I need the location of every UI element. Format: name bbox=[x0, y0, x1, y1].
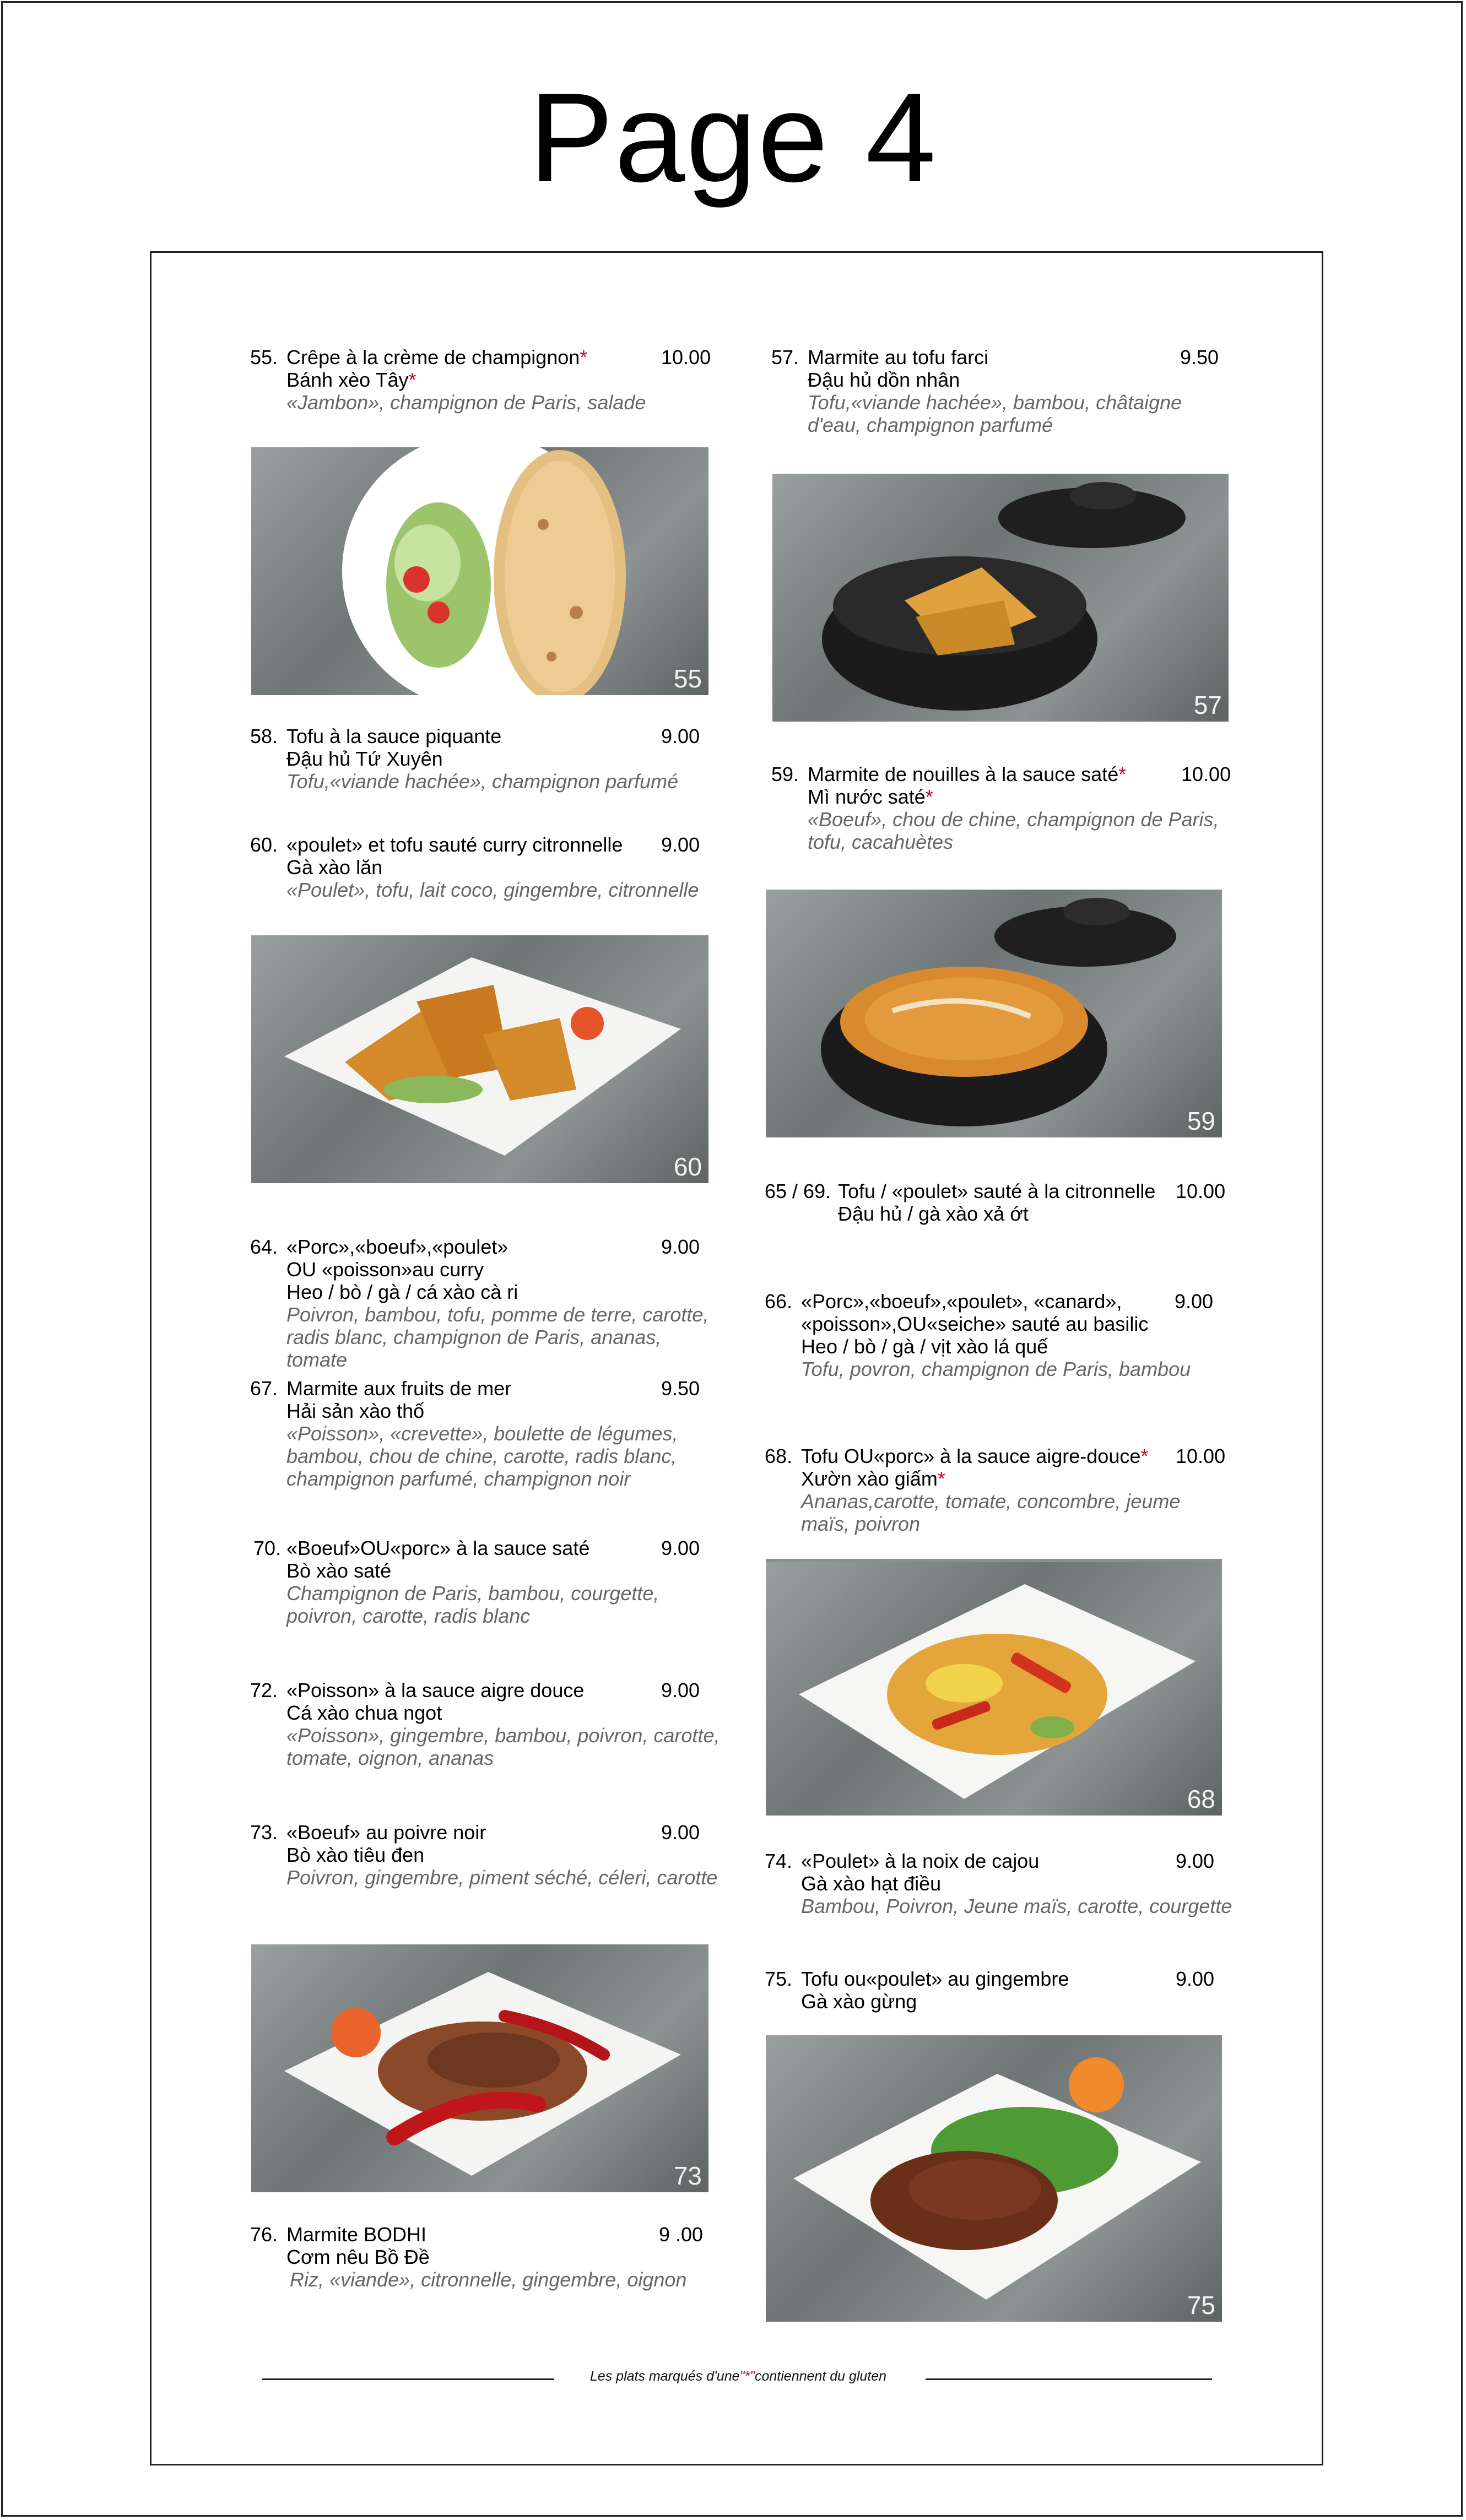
gluten-star: * bbox=[408, 368, 416, 391]
item-name: Tofu / «poulet» sauté à la citronnelle bbox=[838, 1180, 1156, 1202]
item-name: «Boeuf»OU«porc» à la sauce saté bbox=[286, 1537, 590, 1559]
photo-number: 55 bbox=[673, 664, 702, 693]
item-price: 9.00 bbox=[661, 1537, 700, 1559]
item-vietnamese-name: Bò xào saté bbox=[286, 1559, 392, 1582]
item-name: «Porc»,«boeuf»,«poulet», «canard», bbox=[801, 1290, 1122, 1313]
item-name: «Porc»,«boeuf»,«poulet» bbox=[286, 1235, 508, 1258]
item-name: Marmite au tofu farci bbox=[808, 346, 989, 368]
item-vietnamese-name: Hải sản xào thố bbox=[286, 1400, 425, 1422]
item-description: «Poulet», tofu, lait coco, gingembre, citronnelle bbox=[286, 879, 699, 901]
dish-photo-75 bbox=[766, 2035, 1222, 2322]
item-vietnamese-name: Xườn xào giấm* bbox=[801, 1467, 945, 1490]
item-vietnamese-name: Đậu hủ Tứ Xuyên bbox=[286, 747, 443, 770]
item-price: 9.00 bbox=[661, 725, 700, 747]
item-number: 73. bbox=[250, 1821, 278, 1844]
item-number: 64. bbox=[250, 1235, 278, 1258]
item-price: 9.00 bbox=[1176, 1968, 1215, 1990]
item-price: 10.00 bbox=[1181, 763, 1231, 785]
item-vietnamese-name: Cá xào chua ngot bbox=[286, 1701, 442, 1724]
item-price: 10.00 bbox=[661, 346, 711, 368]
item-name: «Boeuf» au poivre noir bbox=[286, 1821, 486, 1844]
item-price: 9.00 bbox=[1176, 1850, 1215, 1872]
item-number: 65 / 69. bbox=[765, 1180, 831, 1202]
item-description: Poivron, bambou, tofu, pomme de terre, carotte, radis blanc, champignon de Paris, ananas, tomate bbox=[286, 1303, 709, 1371]
item-number: 68. bbox=[765, 1445, 793, 1467]
dish-photo-59 bbox=[766, 890, 1222, 1137]
item-name: Tofu ou«poulet» au gingembre bbox=[801, 1968, 1069, 1990]
photo-number: 60 bbox=[673, 1152, 702, 1181]
tofu-plate-illustration bbox=[251, 935, 708, 1183]
item-description: «Poisson», gingembre, bambou, poivron, carotte, tomate, oignon, ananas bbox=[286, 1724, 720, 1769]
photo-number: 68 bbox=[1187, 1785, 1215, 1813]
item-price: 9.00 bbox=[661, 833, 700, 856]
page-title: Page 4 bbox=[529, 67, 937, 208]
item-number: 67. bbox=[250, 1377, 278, 1400]
footer-rule-left bbox=[262, 2378, 554, 2380]
dish-photo-55 bbox=[251, 447, 708, 695]
item-price: 9.00 bbox=[1175, 1290, 1214, 1313]
gluten-star: * bbox=[1118, 763, 1127, 785]
item-vietnamese-name: Bò xào tiêu đen bbox=[286, 1844, 425, 1866]
item-vietnamese-name: Heo / bò / gà / vịt xào lá quế bbox=[801, 1335, 1048, 1358]
item-number: 76. bbox=[250, 2223, 278, 2246]
photo-number: 73 bbox=[673, 2161, 702, 2190]
item-name: Tofu à la sauce piquante bbox=[286, 725, 502, 747]
item-name: «Poulet» à la noix de cajou bbox=[801, 1850, 1040, 1872]
dish-photo-68 bbox=[766, 1559, 1222, 1816]
item-vietnamese-name: Đậu hủ / gà xào xả ớt bbox=[838, 1202, 1029, 1225]
item-price: 9.00 bbox=[661, 1821, 700, 1844]
beef-pepper-illustration bbox=[251, 1944, 708, 2192]
item-number: 60. bbox=[250, 833, 278, 856]
gluten-star: * bbox=[925, 785, 933, 808]
item-description: «Boeuf», chou de chine, champignon de Paris, tofu, cacahuètes bbox=[808, 808, 1219, 853]
item-description: Ananas,carotte, tomate, concombre, jeume maïs, poivron bbox=[801, 1490, 1181, 1535]
item-price: 9.00 bbox=[661, 1235, 700, 1258]
item-name-line2: OU «poisson»au curry bbox=[286, 1258, 484, 1281]
item-vietnamese-name: Gà xào lăn bbox=[286, 856, 383, 879]
ginger-chicken-illustration bbox=[766, 2035, 1222, 2322]
footer-rule-right bbox=[926, 2378, 1212, 2380]
dish-photo-60 bbox=[251, 935, 708, 1183]
item-name: Tofu OU«porc» à la sauce aigre-douce* bbox=[801, 1445, 1149, 1467]
item-number: 58. bbox=[250, 725, 278, 747]
item-name-line2: «poisson»,OU«seiche» sauté au basilic bbox=[801, 1313, 1149, 1335]
item-vietnamese-name: Mì nước saté* bbox=[808, 785, 933, 808]
item-vietnamese-name: Gà xào hạt điều bbox=[801, 1872, 942, 1895]
item-number: 72. bbox=[250, 1679, 278, 1701]
noodle-soup-pot-illustration bbox=[766, 890, 1222, 1137]
item-name: Marmite de nouilles à la sauce saté* bbox=[808, 763, 1127, 785]
photo-number: 75 bbox=[1187, 2291, 1215, 2320]
gluten-star: * bbox=[937, 1467, 945, 1490]
item-name: Crêpe à la crème de champignon* bbox=[286, 346, 588, 368]
gluten-footnote: Les plats marqués d'une"*"contiennent du gluten bbox=[589, 2369, 887, 2384]
item-description: Bambou, Poivron, Jeune maïs, carotte, courgette bbox=[801, 1895, 1232, 1917]
item-description: Tofu, povron, champignon de Paris, bambou bbox=[801, 1358, 1191, 1380]
item-description: Riz, «viande», citronnelle, gingembre, oignon bbox=[290, 2268, 687, 2291]
item-vietnamese-name: Đậu hủ dồn nhân bbox=[808, 368, 960, 391]
dish-photo-57 bbox=[772, 474, 1229, 722]
sweet-sour-plate-illustration bbox=[766, 1562, 1222, 1816]
gluten-star: * bbox=[1140, 1445, 1149, 1467]
item-description: Champignon de Paris, bambou, courgette, poivron, carotte, radis blanc bbox=[286, 1582, 659, 1627]
crepe-salad-illustration bbox=[251, 447, 708, 695]
item-number: 66. bbox=[765, 1290, 793, 1313]
item-number: 55. bbox=[250, 346, 278, 368]
item-name: Marmite BODHI bbox=[286, 2223, 427, 2246]
item-price: 9 .00 bbox=[659, 2223, 704, 2246]
item-description: Tofu,«viande hachée», bambou, châtaigne d'eau, champignon parfumé bbox=[808, 391, 1182, 436]
item-name: «poulet» et tofu sauté curry citronnelle bbox=[286, 833, 623, 856]
item-name: «Poisson» à la sauce aigre douce bbox=[286, 1679, 585, 1701]
item-number: 57. bbox=[771, 346, 799, 368]
item-description: «Jambon», champignon de Paris, salade bbox=[286, 391, 646, 414]
item-description: Poivron, gingembre, piment séché, céleri, carotte bbox=[286, 1866, 718, 1889]
item-description: «Poisson», «crevette», boulette de légumes, bambou, chou de chine, carotte, radis blanc, champignon parfumé, champignon noir bbox=[286, 1422, 678, 1490]
item-name: Marmite aux fruits de mer bbox=[286, 1377, 512, 1400]
item-number: 75. bbox=[765, 1968, 793, 1990]
item-vietnamese-name: Heo / bò / gà / cá xào cà ri bbox=[286, 1281, 518, 1303]
item-description: Tofu,«viande hachée», champignon parfumé bbox=[286, 770, 679, 793]
item-price: 10.00 bbox=[1176, 1445, 1226, 1467]
gluten-star: * bbox=[580, 346, 588, 368]
item-price: 9.00 bbox=[661, 1679, 700, 1701]
clay-pot-tofu-illustration bbox=[772, 474, 1229, 722]
item-number: 70. bbox=[253, 1537, 282, 1559]
gluten-star: "*" bbox=[739, 2369, 755, 2384]
item-price: 9.50 bbox=[661, 1377, 700, 1400]
item-price: 10.00 bbox=[1176, 1180, 1226, 1202]
item-vietnamese-name: Gà xào gừng bbox=[801, 1990, 917, 2013]
item-vietnamese-name: Bánh xèo Tây* bbox=[286, 368, 416, 391]
dish-photo-73 bbox=[251, 1944, 708, 2192]
item-price: 9.50 bbox=[1180, 346, 1219, 368]
photo-number: 57 bbox=[1193, 691, 1222, 719]
item-vietnamese-name: Cơm nêu Bồ Đề bbox=[286, 2246, 430, 2268]
item-number: 74. bbox=[765, 1850, 793, 1872]
photo-number: 59 bbox=[1187, 1107, 1215, 1135]
item-number: 59. bbox=[771, 763, 799, 785]
